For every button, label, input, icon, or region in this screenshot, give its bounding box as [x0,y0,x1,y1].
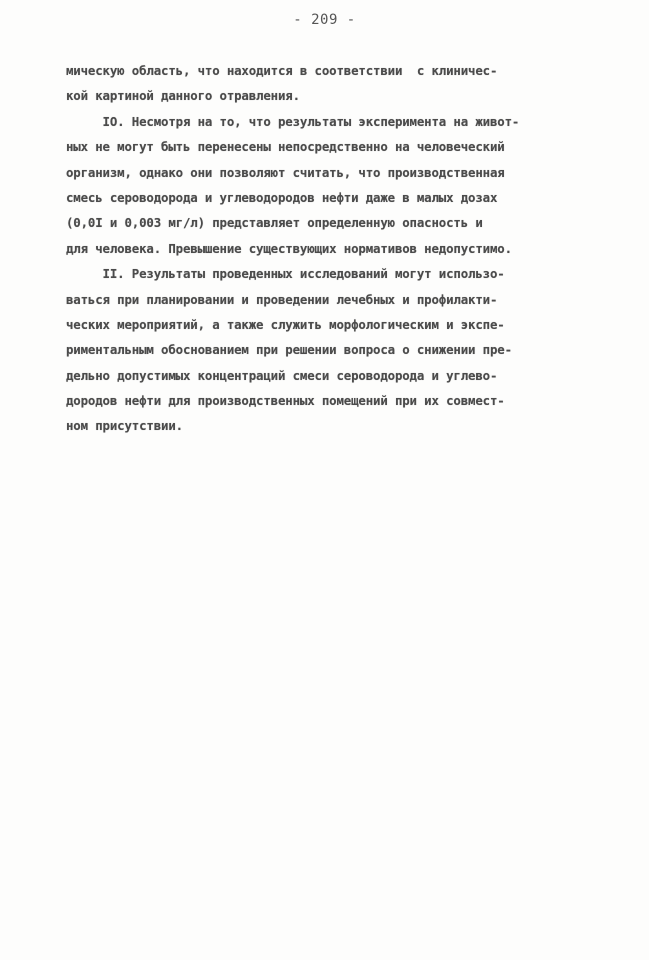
text-line: (0,0I и 0,003 мг/л) представляет определенную опасность и [66,215,483,231]
text-line: кой картиной данного отравления. [66,88,300,104]
text-line: для человека. Превышение существующих нормативов недопустимо. [66,240,512,256]
text-line: смесь сероводорода и углеводородов нефти даже в малых дозах [66,189,498,205]
text-line: ваться при планировании и проведении лечебных и профилакти- [66,291,498,307]
text-line: мическую область, что находится в соответствии с клиничес- [66,63,498,78]
text-line: риментальным обоснованием при решении вопроса о снижении пре- [66,342,512,358]
text-line: дельно допустимых концентраций смеси сероводорода и углево- [66,367,498,383]
text-line: дородов нефти для производственных помещений при их совмест- [66,393,505,409]
text-line: ном присутствии. [66,418,183,434]
text-line: ных не могут быть перенесены непосредственно на человеческий [66,139,505,155]
text-line: II. Результаты проведенных исследований могут использо- [66,266,505,282]
text-line: IO. Несмотря на то, что результаты эксперимента на живот- [66,113,520,129]
body-text [66,58,596,439]
page-number: - 209 - [293,12,356,28]
text-line: организм, однако они позволяют считать, что производственная [66,164,505,180]
text-line: ческих мероприятий, а также служить морфологическим и экспе- [66,316,505,332]
